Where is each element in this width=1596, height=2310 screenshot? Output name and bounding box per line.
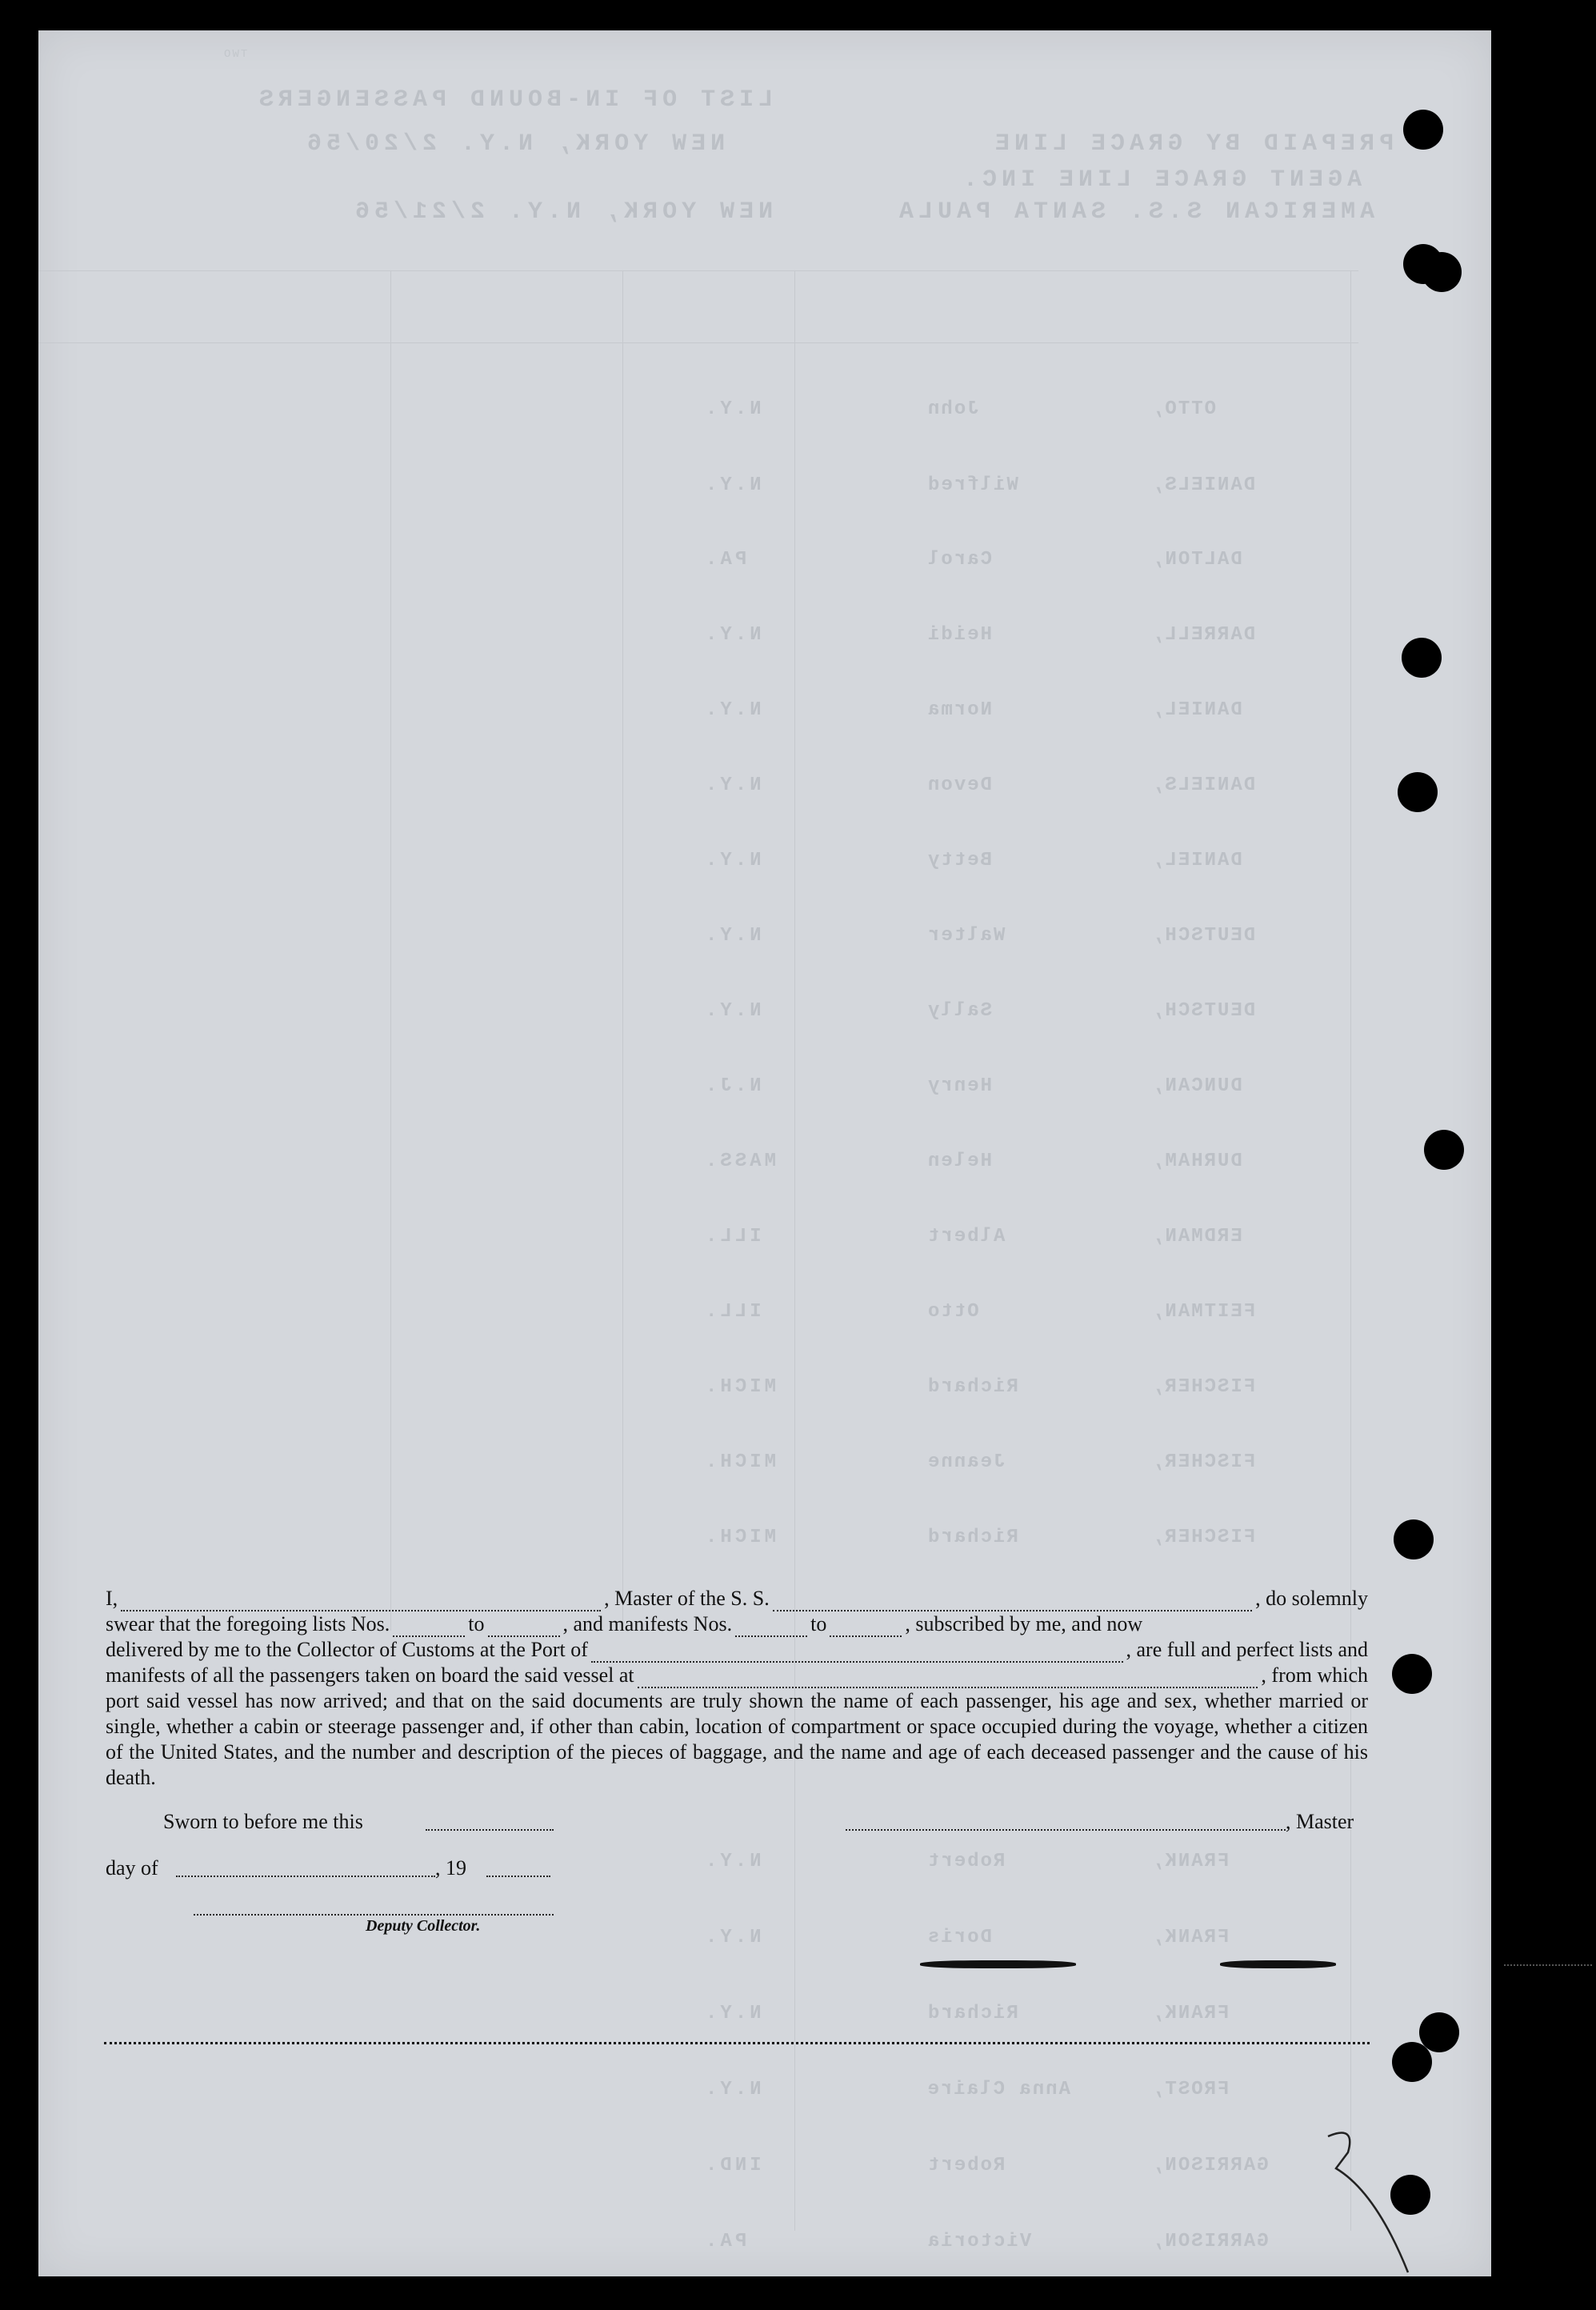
punch-hole <box>1398 772 1438 812</box>
ghost-row: N.Y. <box>702 1000 762 1022</box>
ghost-row: Anna Claire <box>926 2079 1070 2100</box>
oath-text: swear that the foregoing lists Nos. <box>106 1612 390 1635</box>
blank-month <box>176 1874 435 1877</box>
ghost-header-text: AMERICAN S.S. SANTA PAULA <box>894 198 1375 226</box>
ghost-row: Robert <box>926 2155 1006 2176</box>
punch-hole <box>1402 638 1442 678</box>
ghost-row: DANIELS, <box>1150 474 1256 496</box>
ghost-row: Norma <box>926 699 993 721</box>
oath-text: manifests of all the passengers taken on board the said vessel at <box>106 1663 634 1687</box>
ghost-header-text: AGENT GRACE LINE INC. <box>958 166 1362 194</box>
blank-list-from <box>393 1619 465 1637</box>
ink-smudge <box>1504 1964 1592 1966</box>
ghost-row: FRANK, <box>1150 1927 1230 1948</box>
ghost-row: DANIEL, <box>1150 850 1242 871</box>
ghost-row: DEUTSCH, <box>1150 925 1256 947</box>
sworn-label: Sworn to before me this <box>163 1810 363 1833</box>
ghost-row: DANIELS, <box>1150 775 1256 796</box>
ghost-row: DURHAM, <box>1150 1151 1242 1172</box>
ghost-row: N.Y. <box>702 850 762 871</box>
ghost-row: Walter <box>926 925 1006 947</box>
ghost-row: PA. <box>702 2231 747 2252</box>
punch-hole <box>1392 1654 1432 1694</box>
ghost-row: FROST, <box>1150 2079 1230 2100</box>
ghost-row: FISCHER, <box>1150 1527 1256 1548</box>
punch-hole <box>1392 2042 1432 2082</box>
ghost-row: DEUTSCH, <box>1150 1000 1256 1022</box>
ghost-row: Sally <box>926 1000 993 1022</box>
ghost-header-text: PREPAID BY GRACE LINE <box>990 130 1394 158</box>
blank-port <box>591 1645 1123 1663</box>
ghost-row: ILL. <box>702 1301 762 1323</box>
ghost-header-text: NEW YORK, N.Y. 2/20/56 <box>302 130 726 158</box>
oath-text: delivered by me to the Collector of Customs at the Port of <box>106 1638 588 1661</box>
ghost-row: Heidi <box>926 624 993 646</box>
ghost-row: Helen <box>926 1151 993 1172</box>
blank-departure-port <box>638 1671 1258 1688</box>
ghost-row: MICH. <box>702 1376 777 1398</box>
year-label: , 19 <box>435 1856 466 1880</box>
master-label: , Master <box>1286 1810 1354 1833</box>
ghost-row: Albert <box>926 1226 1006 1247</box>
blank-vessel-name <box>773 1594 1252 1611</box>
ghost-table-rule <box>390 270 391 1631</box>
blank-sworn-date <box>426 1828 554 1831</box>
ghost-row: DUNCAN, <box>1150 1075 1242 1097</box>
ghost-row: DALTON, <box>1150 549 1242 570</box>
oath-text: , from which <box>1261 1663 1368 1687</box>
oath-text: , and manifests Nos. <box>562 1612 733 1635</box>
ghost-table-rule <box>38 270 1358 271</box>
ghost-row: Devon <box>926 775 993 796</box>
oath-text: , are full and perfect lists and <box>1126 1638 1368 1661</box>
ghost-row: IND. <box>702 2155 762 2176</box>
ghost-row: N.J. <box>702 1075 762 1097</box>
oath-text: , Master of the S. S. <box>604 1587 770 1610</box>
ghost-row: DARRELL, <box>1150 624 1256 646</box>
ghost-row: Jeanne <box>926 1451 1006 1473</box>
punch-hole <box>1422 252 1462 292</box>
ghost-row: FISCHER, <box>1150 1376 1256 1398</box>
ghost-row: N.Y. <box>702 624 762 646</box>
ghost-table-rule <box>38 342 1358 343</box>
punch-hole <box>1403 110 1443 150</box>
ghost-row: N.Y. <box>702 398 762 420</box>
ghost-row: N.Y. <box>702 1927 762 1948</box>
blank-manifest-from <box>735 1619 807 1637</box>
ghost-row: Carol <box>926 549 993 570</box>
oath-text: I, <box>106 1587 118 1610</box>
ghost-row: N.Y. <box>702 925 762 947</box>
blank-master-signature <box>846 1828 1286 1831</box>
punch-hole <box>1394 1519 1434 1559</box>
ghost-row: N.Y. <box>702 1851 762 1872</box>
ghost-row: FISCHER, <box>1150 1451 1256 1473</box>
ghost-row: MASS. <box>702 1151 777 1172</box>
blank-manifest-to <box>830 1619 902 1637</box>
oath-line-2 <box>106 1611 1368 1637</box>
oath-text: to <box>810 1612 827 1635</box>
ghost-header-text: LIST OF IN-BOUND PASSENGERS <box>254 86 774 114</box>
ghost-row: Richard <box>926 1527 1018 1548</box>
ghost-row: MICH. <box>702 1527 777 1548</box>
ghost-row: OTTO, <box>1150 398 1217 420</box>
blank-master-name <box>121 1594 601 1611</box>
oath-paragraph <box>106 1586 1368 1791</box>
ghost-row: Wilfred <box>926 474 1018 496</box>
ghost-table-rule <box>622 270 623 1631</box>
ghost-row: ILL. <box>702 1226 762 1247</box>
ghost-row: ERDMAN, <box>1150 1226 1242 1247</box>
ghost-row: FEITMAN, <box>1150 1301 1256 1323</box>
oath-text: to <box>468 1612 485 1635</box>
punch-hole <box>1424 1130 1464 1170</box>
ghost-row: Betty <box>926 850 993 871</box>
oath-text: , subscribed by me, and now <box>905 1612 1143 1635</box>
ghost-row: Doris <box>926 1927 993 1948</box>
ghost-row: N.Y. <box>702 775 762 796</box>
ghost-row: N.Y. <box>702 699 762 721</box>
deputy-collector-label: Deputy Collector. <box>366 1917 481 1935</box>
separator-line <box>104 2042 1370 2044</box>
oath-text-body: port said vessel has now arrived; and that on the said documents are truly shown the name of each passenger, his age and sex, whether married or single, whether a cabin or steerage passenger and, if other than cabin, location of compartment or space occupied during the voyage, whether a citizen of the United States, and the number and description of the pieces of baggage, and the name and age of each deceased passenger and the cause of his death. <box>106 1689 1368 1789</box>
ink-smudge <box>920 1960 1076 1968</box>
ghost-row: N.Y. <box>702 2003 762 2024</box>
ghost-row: John <box>926 398 979 420</box>
oath-text: , do solemnly <box>1255 1587 1368 1610</box>
ghost-row: N.Y. <box>702 2079 762 2100</box>
ghost-row: FRANK, <box>1150 1851 1230 1872</box>
blank-list-to <box>488 1619 560 1637</box>
ghost-row: Richard <box>926 1376 1018 1398</box>
ghost-row: FRANK, <box>1150 2003 1230 2024</box>
punch-hole <box>1390 2175 1430 2215</box>
ghost-row: MICH. <box>702 1451 777 1473</box>
document-page <box>38 30 1491 2276</box>
blank-year <box>486 1874 550 1877</box>
ghost-header-text: NEW YORK, N.Y. 2/21/56 <box>350 198 774 226</box>
oath-line-4 <box>106 1663 1368 1688</box>
ghost-row: Richard <box>926 2003 1018 2024</box>
ghost-row: Robert <box>926 1851 1006 1872</box>
ghost-row: Henry <box>926 1075 993 1097</box>
ghost-header-text: TWO <box>222 48 248 61</box>
ghost-row: DANIEL, <box>1150 699 1242 721</box>
oath-line-1 <box>106 1586 1368 1611</box>
ghost-row: Otto <box>926 1301 979 1323</box>
ghost-row: GARRISON, <box>1150 2231 1269 2252</box>
ghost-row: PA. <box>702 549 747 570</box>
ghost-row: N.Y. <box>702 474 762 496</box>
day-of-label: day of <box>106 1856 158 1880</box>
ghost-table-rule <box>1350 270 1351 2231</box>
ghost-row: Victoria <box>926 2231 1032 2252</box>
blank-deputy-signature <box>194 1912 554 1916</box>
ghost-row: GARRISON, <box>1150 2155 1269 2176</box>
oath-line-3 <box>106 1637 1368 1663</box>
ink-smudge <box>1220 1960 1336 1968</box>
